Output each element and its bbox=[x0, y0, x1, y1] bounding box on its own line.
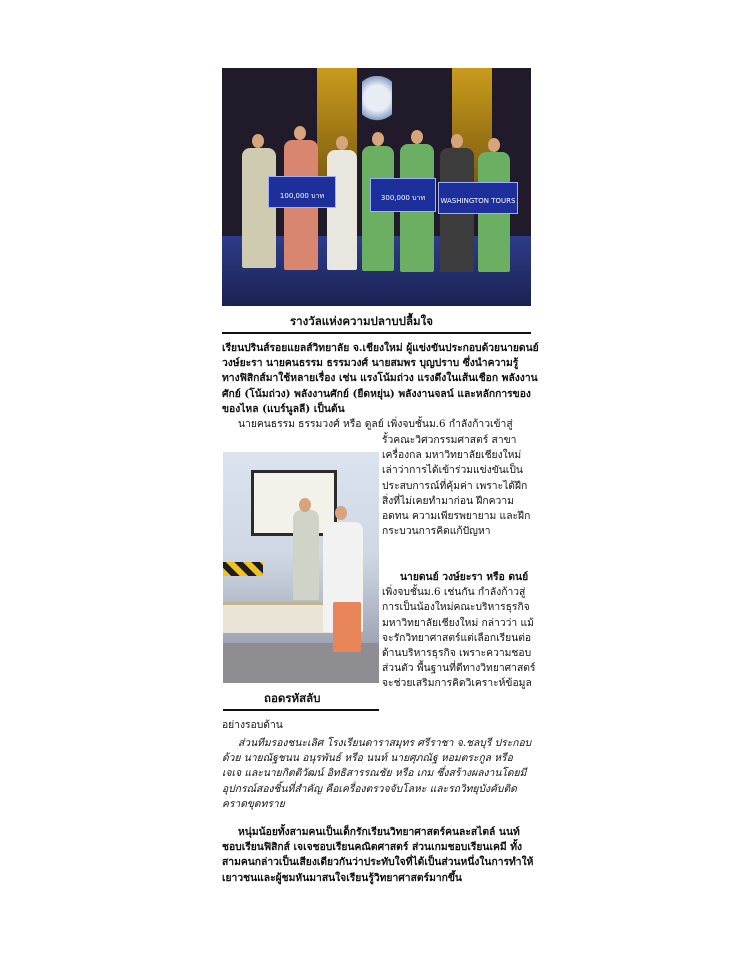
runner-up-paragraph bbox=[222, 736, 531, 812]
konthum-paragraph bbox=[382, 433, 530, 539]
text-line: กระบวนการคิดแก้ปัญหา bbox=[382, 525, 491, 538]
text-line: อุปกรณ์สองชิ้นที่สำคัญ คือเครื่องตรวจจับโลหะ และรถวิทยุบังคับติด bbox=[222, 782, 517, 795]
text-line: เรียนปรินส์รอยแยลส์วิทยาลัย จ.เชียงใหม่ ผู้แข่งขันประกอบด้วยนายดนย์ bbox=[222, 342, 539, 354]
text-line: จะรักวิทยาศาสตร์แต่เลือกเรียนต่อ bbox=[382, 631, 532, 644]
divider bbox=[223, 709, 379, 711]
text-line: ทางฟิสิกส์มาใช้หลายเรื่อง เช่น แรงโน้มถ่วง แรงดึงในเส้นเชือก พลังงาน bbox=[222, 372, 538, 385]
text-line: หนุ่มน้อยทั้งสามคนเป็นเด็กรักเรียนวิทยาศาสตร์คนละสไตล์ นนท์ bbox=[238, 826, 520, 838]
text-line: เล่าว่าการได้เข้าร่วมแข่งขันเป็น bbox=[382, 464, 523, 477]
cheque-board bbox=[370, 178, 436, 212]
text-line: ของไหล (แบร์นูลลี) เป็นต้น bbox=[222, 402, 345, 415]
photo-caption: ถอดรหัสลับ bbox=[264, 691, 321, 705]
award-photo bbox=[222, 68, 531, 306]
text-line: ส่วนตัว พื้นฐานที่ดีทางวิทยาศาสตร์ bbox=[382, 662, 536, 675]
cheque-amount: 300,000 บาท bbox=[380, 194, 426, 202]
photo-caption: รางวัลแห่งความปลาบปลื้มใจ bbox=[290, 314, 433, 328]
text-line: สามคนกล่าวเป็นเสียงเดียวกันว่าประทับใจที่ได้เป็นส่วนหนึ่งในการทำให้ bbox=[222, 856, 534, 869]
text-line: เยาวชนและผู้ชมหันมาสนใจเรียนรู้วิทยาศาสตร์มากขึ้น bbox=[222, 871, 462, 884]
trophy-emblem bbox=[362, 76, 392, 131]
text-line: ชอบเรียนฟิสิกส์ เจเจชอบเรียนคณิตศาสตร์ ส่วนเกมชอบเรียนเคมี ทั้ง bbox=[222, 841, 523, 854]
text-line: เจเจ และนายกิตติวัฒน์ อิทธิสารรณชัย หรือ เกม ซึ่งสร้างผลงานโดยมี bbox=[222, 767, 527, 780]
continuation-line: อย่างรอบด้าน bbox=[222, 719, 283, 731]
text-line: นายดนย์ วงษ์ยะรา หรือ ดนย์ bbox=[400, 571, 529, 583]
paragraph-first-line: นายคนธรรม ธรรมวงศ์ หรือ ดูลย์ เพิ่งจบชั้นม.6 กำลังก้าวเข้าสู่ bbox=[238, 418, 513, 430]
don-paragraph bbox=[382, 570, 535, 692]
text-line: ด้วย นายณัฐชนน อนุรพันธ์ หรือ นนท์ นายศุภณัฐ หอมตระกูล หรือ bbox=[222, 752, 513, 765]
text-line: ส่วนทีมรองชนะเลิศ โรงเรียนดาราสมุทร ศรีราชา จ.ชลบุรี ประกอบ bbox=[238, 737, 532, 749]
text-line: เครื่องกล มหาวิทยาลัยเชียงใหม่ bbox=[382, 449, 522, 462]
text-line: ประสบการณ์ที่คุ้มค่า เพราะได้ฝึก bbox=[382, 479, 528, 492]
cheque-label: WASHINGTON TOURS bbox=[440, 197, 516, 205]
text-line: มหาวิทยาลัยเชียงใหม่ กล่าวว่า แม้ bbox=[382, 616, 534, 629]
cheque-board bbox=[438, 182, 518, 214]
text-line: วงษ์ยะรา นายคนธรรม ธรรมวงศ์ นายสมพร บุญปราบ ซึ่งนำความรู้ bbox=[222, 357, 519, 370]
text-line: จะช่วยเสริมการคิดวิเคราะห์ข้อมูล bbox=[382, 677, 532, 690]
text-line: อดทน ความเพียรพยายาม และฝึก bbox=[382, 510, 531, 523]
intro-paragraph bbox=[222, 341, 539, 417]
text-line: เพิ่งจบชั้นม.6 เช่นกัน กำลังก้าวสู่ bbox=[382, 586, 526, 599]
cheque-amount: 100,000 บาท bbox=[279, 192, 325, 200]
divider bbox=[222, 332, 531, 334]
decode-photo bbox=[223, 452, 379, 683]
text-line: ด้านบริหารธุรกิจ เพราะความชอบ bbox=[382, 647, 532, 660]
text-line: การเป็นน้องใหม่คณะบริหารธุรกิจ bbox=[382, 601, 530, 614]
text-line: สิ่งที่ไม่เคยทำมาก่อน ฝึกความ bbox=[382, 494, 514, 507]
closing-paragraph bbox=[222, 825, 533, 886]
text-line: รั้วคณะวิศวกรรมศาสตร์ สาขา bbox=[382, 434, 517, 446]
cheque-board bbox=[268, 176, 336, 208]
text-line: คราดขุดทราย bbox=[222, 797, 285, 810]
text-line: ศักย์ (โน้มถ่วง) พลังงานศักย์ (ยืดหยุ่น) พลังงานจลน์ และหลักการของ bbox=[222, 387, 531, 400]
